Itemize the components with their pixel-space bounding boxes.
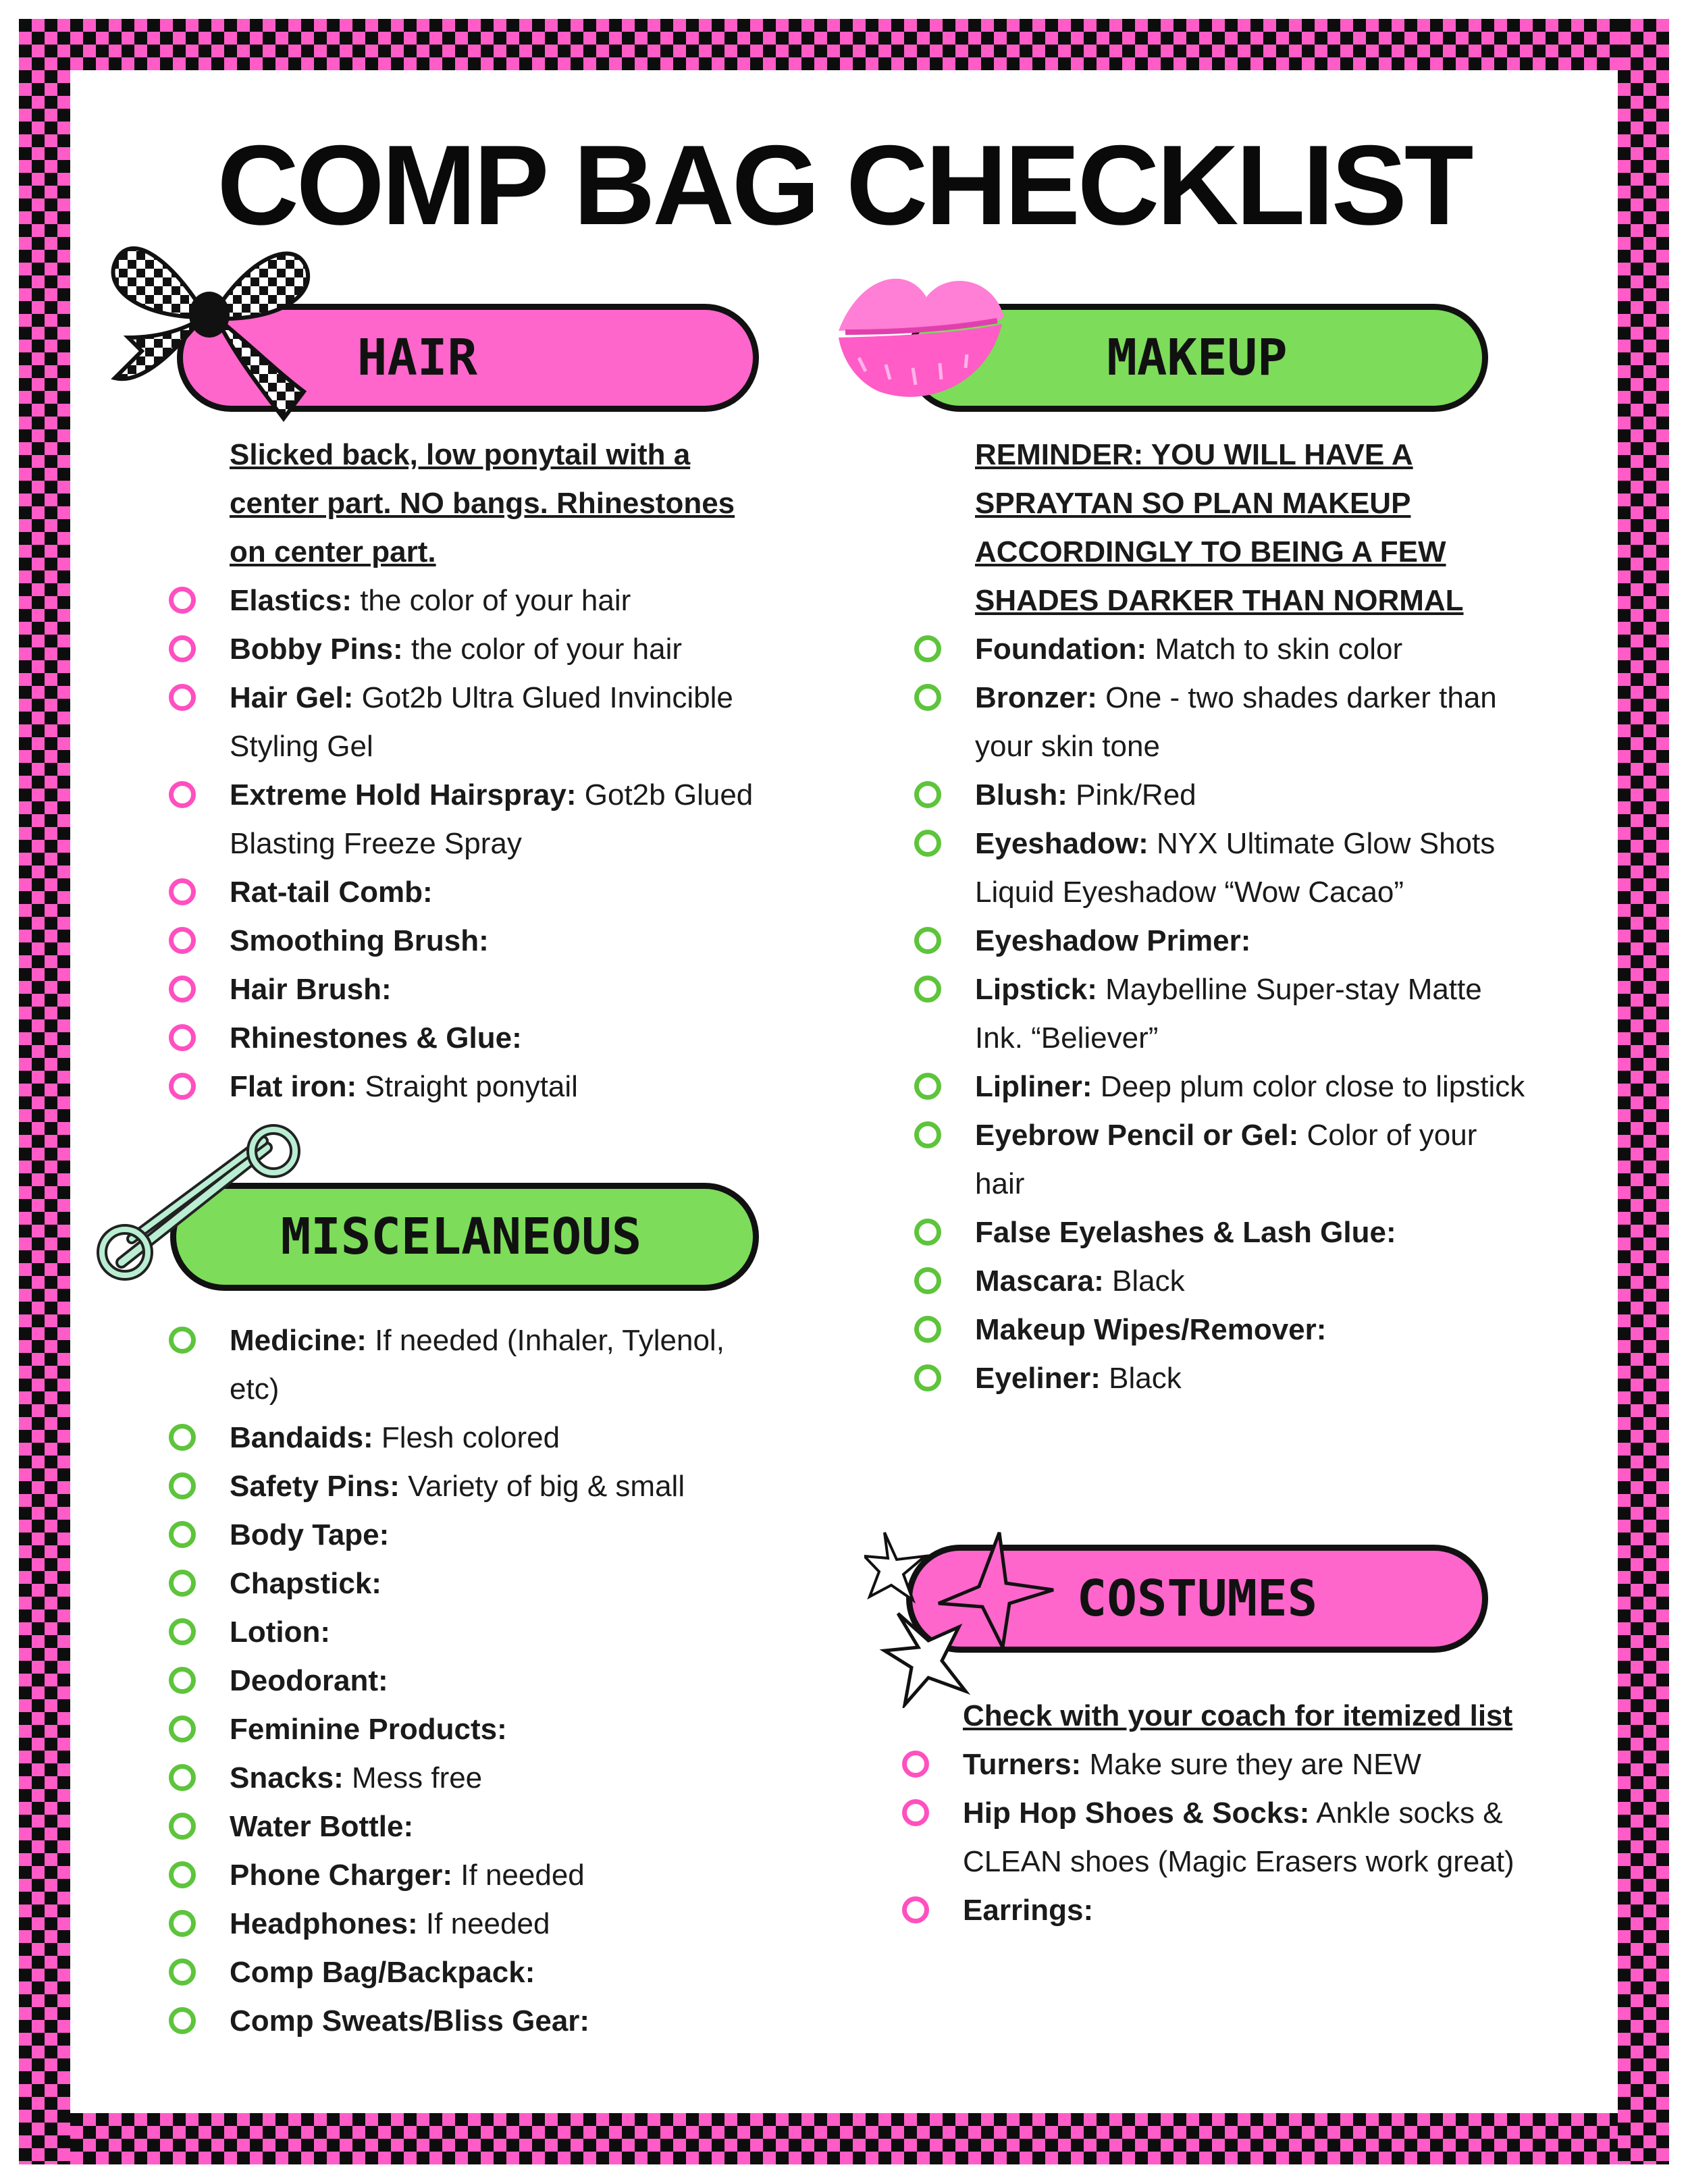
checkbox-circle-icon[interactable] — [169, 1424, 196, 1451]
hair-item[interactable] — [230, 625, 770, 674]
misc-item-label: Comp Bag/Backpack: — [230, 1956, 535, 1989]
makeup-list — [975, 431, 1529, 1403]
checkbox-circle-icon[interactable] — [914, 927, 941, 954]
hair-item-label: Flat iron: — [230, 1070, 357, 1103]
hair-item[interactable] — [230, 1063, 770, 1111]
makeup-item-label: Mascara: — [975, 1264, 1104, 1298]
makeup-item-label: Eyeliner: — [975, 1362, 1101, 1395]
costumes-item-label: Hip Hop Shoes & Socks: — [963, 1796, 1310, 1830]
makeup-item[interactable] — [975, 1257, 1529, 1306]
costumes-heading: COSTUMES — [1076, 1570, 1318, 1628]
makeup-item[interactable] — [975, 771, 1529, 820]
misc-item-label: Headphones: — [230, 1907, 418, 1940]
misc-item-label: Deodorant: — [230, 1664, 388, 1697]
makeup-item-detail: Pink/Red — [1067, 778, 1196, 811]
checkbox-circle-icon[interactable] — [914, 635, 941, 662]
hair-item-detail: Straight ponytail — [357, 1070, 578, 1103]
checkbox-circle-icon[interactable] — [914, 1364, 941, 1391]
misc-item[interactable] — [230, 1948, 770, 1997]
checkbox-circle-icon[interactable] — [169, 587, 196, 614]
misc-item[interactable] — [230, 1316, 770, 1414]
checkbox-circle-icon[interactable] — [169, 1073, 196, 1100]
makeup-item-label: Eyeshadow Primer: — [975, 924, 1251, 957]
hair-list — [230, 431, 770, 1111]
misc-item[interactable] — [230, 1560, 770, 1608]
makeup-item-label: Foundation: — [975, 633, 1147, 666]
checkbox-circle-icon[interactable] — [169, 1861, 196, 1888]
makeup-item-label: False Eyelashes & Lash Glue: — [975, 1216, 1396, 1249]
makeup-item-label: Lipstick: — [975, 973, 1097, 1006]
costumes-item[interactable] — [963, 1886, 1516, 1935]
checkbox-circle-icon[interactable] — [914, 1219, 941, 1246]
checkbox-circle-icon[interactable] — [914, 1121, 941, 1148]
costumes-note: Check with your coach for itemized list — [963, 1699, 1513, 1732]
checkbox-circle-icon[interactable] — [169, 1521, 196, 1548]
misc-item-label: Comp Sweats/Bliss Gear: — [230, 2004, 590, 2037]
misc-item[interactable] — [230, 1608, 770, 1657]
costumes-item-detail: Ankle socks & CLEAN shoes (Magic Erasers work great) — [963, 1796, 1514, 1878]
checkbox-circle-icon[interactable] — [169, 2007, 196, 2034]
misc-list — [230, 1316, 770, 2046]
misc-item-label: Snacks: — [230, 1761, 344, 1794]
checkbox-circle-icon[interactable] — [914, 1267, 941, 1294]
checkbox-circle-icon[interactable] — [169, 1472, 196, 1499]
costumes-item-label: Earrings: — [963, 1894, 1094, 1927]
costumes-item-detail: Make sure they are NEW — [1081, 1748, 1421, 1781]
lips-icon — [832, 257, 1007, 412]
checkbox-circle-icon[interactable] — [169, 927, 196, 954]
hair-item[interactable] — [230, 771, 770, 868]
misc-item[interactable] — [230, 1511, 770, 1560]
misc-item-detail: Mess free — [343, 1761, 483, 1794]
checkbox-circle-icon[interactable] — [169, 1910, 196, 1937]
makeup-item-label: Lipliner: — [975, 1070, 1092, 1103]
makeup-item[interactable] — [975, 917, 1529, 965]
misc-item-detail: If needed — [452, 1859, 585, 1892]
checkbox-circle-icon[interactable] — [902, 1751, 929, 1778]
checkbox-circle-icon[interactable] — [902, 1799, 929, 1826]
hair-item-label: Elastics: — [230, 584, 352, 617]
checkbox-circle-icon[interactable] — [169, 1024, 196, 1051]
hair-item-detail: Got2b Ultra Glued Invincible Styling Gel — [230, 681, 733, 763]
misc-item[interactable] — [230, 1462, 770, 1511]
hair-item-detail: the color of your hair — [351, 584, 631, 617]
checkbox-circle-icon[interactable] — [169, 1959, 196, 1986]
checkbox-circle-icon[interactable] — [169, 1813, 196, 1840]
checkbox-circle-icon[interactable] — [169, 1667, 196, 1694]
hair-item-label: Smoothing Brush: — [230, 924, 489, 957]
hair-item-detail: the color of your hair — [402, 633, 683, 666]
checkbox-circle-icon[interactable] — [169, 635, 196, 662]
misc-item-detail: Variety of big & small — [399, 1470, 685, 1503]
costumes-item[interactable] — [963, 1740, 1516, 1789]
checkbox-circle-icon[interactable] — [914, 830, 941, 857]
misc-item[interactable] — [230, 1754, 770, 1803]
checkered-border-right — [1618, 19, 1669, 2164]
makeup-item-detail: Black — [1103, 1264, 1185, 1298]
misc-item-label: Medicine: — [230, 1324, 367, 1357]
makeup-item[interactable] — [975, 1208, 1529, 1257]
misc-heading: MISCELANEOUS — [280, 1208, 642, 1266]
checkbox-circle-icon[interactable] — [914, 976, 941, 1003]
misc-item[interactable] — [230, 1997, 770, 2046]
costumes-list — [963, 1692, 1516, 1935]
star-icon — [864, 1526, 1067, 1708]
misc-item-label: Bandaids: — [230, 1421, 373, 1454]
checkbox-circle-icon[interactable] — [902, 1896, 929, 1923]
misc-item-label: Chapstick: — [230, 1567, 381, 1600]
makeup-item-detail: NYX Ultimate Glow Shots Liquid Eyeshadow “Wow Cacao” — [975, 827, 1496, 909]
hair-item[interactable] — [230, 917, 770, 965]
checkered-border-bottom — [19, 2113, 1669, 2164]
makeup-item-label: Eyebrow Pencil or Gel: — [975, 1119, 1299, 1152]
costumes-item-label: Turners: — [963, 1748, 1082, 1781]
misc-item[interactable] — [230, 1851, 770, 1900]
makeup-item[interactable] — [975, 1306, 1529, 1354]
makeup-item-detail: Match to skin color — [1146, 633, 1403, 666]
safety-pin-icon — [95, 1121, 304, 1283]
misc-item-label: Feminine Products: — [230, 1713, 507, 1746]
checkbox-circle-icon[interactable] — [169, 781, 196, 808]
hair-item[interactable] — [230, 674, 770, 771]
hair-item-label: Rat-tail Comb: — [230, 876, 433, 909]
makeup-item-label: Blush: — [975, 778, 1067, 811]
checkbox-circle-icon[interactable] — [169, 1764, 196, 1791]
misc-item-detail: Flesh colored — [373, 1421, 560, 1454]
makeup-item-detail: Color of your hair — [975, 1119, 1477, 1200]
makeup-item[interactable] — [975, 1063, 1529, 1111]
makeup-item-label: Bronzer: — [975, 681, 1097, 714]
checkbox-circle-icon[interactable] — [169, 878, 196, 905]
makeup-item[interactable] — [975, 625, 1529, 674]
makeup-item[interactable] — [975, 965, 1529, 1063]
makeup-item[interactable] — [975, 820, 1529, 917]
checkered-border-left — [19, 19, 70, 2164]
hair-note: Slicked back, low ponytail with a center part. NO bangs. Rhinestones on center part. — [230, 438, 735, 568]
checkbox-circle-icon[interactable] — [169, 1715, 196, 1742]
costumes-item[interactable] — [963, 1789, 1516, 1886]
checkered-bow-icon — [101, 216, 317, 425]
misc-item[interactable] — [230, 1414, 770, 1462]
misc-item-label: Water Bottle: — [230, 1810, 414, 1843]
checkbox-circle-icon[interactable] — [914, 781, 941, 808]
makeup-item-detail: Deep plum color close to lipstick — [1092, 1070, 1525, 1103]
misc-item-label: Lotion: — [230, 1616, 331, 1649]
hair-item-label: Hair Brush: — [230, 973, 392, 1006]
checkbox-circle-icon[interactable] — [914, 1073, 941, 1100]
checkbox-circle-icon[interactable] — [169, 684, 196, 711]
hair-heading: HAIR — [357, 329, 478, 387]
checkbox-circle-icon[interactable] — [169, 1570, 196, 1597]
hair-item-label: Extreme Hold Hairspray: — [230, 778, 577, 811]
makeup-item-detail: Black — [1100, 1362, 1182, 1395]
hair-item-label: Bobby Pins: — [230, 633, 403, 666]
hair-item-label: Rhinestones & Glue: — [230, 1021, 522, 1055]
checkered-border-top — [19, 19, 1669, 70]
makeup-item[interactable] — [975, 1354, 1529, 1403]
makeup-heading: MAKEUP — [1107, 329, 1288, 387]
page-title: COMP BAG CHECKLIST — [217, 122, 1471, 248]
makeup-item-label: Eyeshadow: — [975, 827, 1149, 860]
checkbox-circle-icon[interactable] — [169, 976, 196, 1003]
hair-item[interactable] — [230, 965, 770, 1014]
checkbox-circle-icon[interactable] — [914, 684, 941, 711]
misc-item[interactable] — [230, 1657, 770, 1705]
misc-item-detail: If needed — [417, 1907, 550, 1940]
makeup-item-detail: One - two shades darker than your skin tone — [975, 681, 1497, 763]
hair-item[interactable] — [230, 1014, 770, 1063]
makeup-item-detail: Maybelline Super-stay Matte Ink. “Believer” — [975, 973, 1482, 1055]
makeup-item[interactable] — [975, 1111, 1529, 1208]
makeup-item[interactable] — [975, 674, 1529, 771]
hair-item-detail: Got2b Glued Blasting Freeze Spray — [230, 778, 754, 860]
makeup-note: REMINDER: YOU WILL HAVE A SPRAYTAN SO PLAN MAKEUP ACCORDINGLY TO BEING A FEW SHADES DARKER THAN NORMAL — [975, 438, 1464, 617]
misc-item-label: Phone Charger: — [230, 1859, 453, 1892]
misc-item-label: Body Tape: — [230, 1518, 390, 1551]
hair-item-label: Hair Gel: — [230, 681, 354, 714]
checkbox-circle-icon[interactable] — [914, 1316, 941, 1343]
misc-item-label: Safety Pins: — [230, 1470, 400, 1503]
misc-item-detail: If needed (Inhaler, Tylenol, etc) — [230, 1324, 724, 1406]
checkbox-circle-icon[interactable] — [169, 1327, 196, 1354]
hair-item[interactable] — [230, 577, 770, 625]
checkbox-circle-icon[interactable] — [169, 1618, 196, 1645]
misc-item[interactable] — [230, 1803, 770, 1851]
hair-item[interactable] — [230, 868, 770, 917]
misc-item[interactable] — [230, 1900, 770, 1948]
misc-item[interactable] — [230, 1705, 770, 1754]
makeup-item-label: Makeup Wipes/Remover: — [975, 1313, 1327, 1346]
